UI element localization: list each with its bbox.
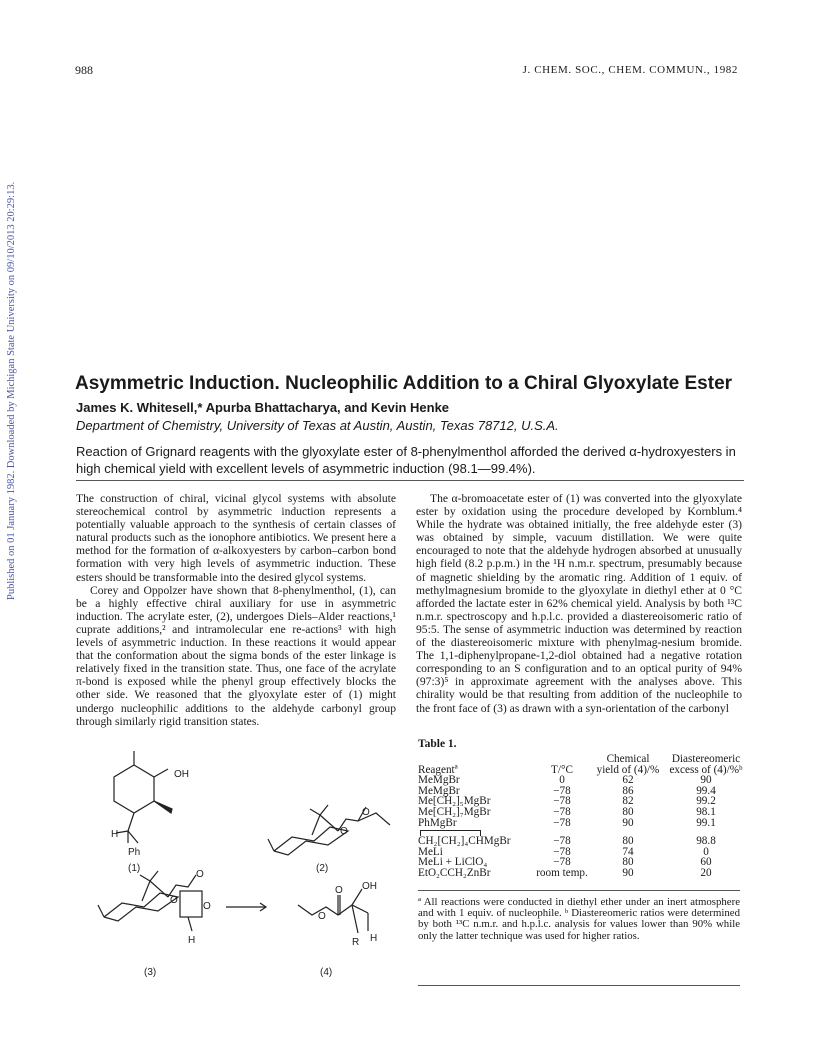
- reagent-cell: MeMgBr: [418, 784, 460, 797]
- table-title: Table 1.: [418, 738, 457, 750]
- atom-label: O: [196, 869, 204, 880]
- header-cell: yield of (4)/%: [596, 763, 660, 776]
- affiliation: Department of Chemistry, University of Texas at Austin, Austin, Texas 78712, U.S.A.: [76, 418, 559, 433]
- paragraph: The construction of chiral, vicinal glycol systems with absolute stereochemical control by asymmetric induction represents a potentially valuable approach to the synthesis of certain classes of natural products such as the ionophore antibiotics. We present here a method for the formation of α-alkoxyesters by carbon–carbon bond formation with very high levels of asymmetric induction. These esters should be transformable into the desired glycol systems.: [76, 492, 396, 584]
- yield-cell: 80: [622, 856, 634, 869]
- abstract-rule: [76, 480, 744, 481]
- temperature-cell: −78: [553, 835, 571, 848]
- structure-1-ring: [114, 765, 154, 813]
- atom-label: O: [318, 911, 326, 922]
- atom-label: OH: [362, 881, 377, 892]
- yield-cell: 80: [622, 835, 634, 848]
- atom-label: Ph: [128, 847, 141, 858]
- yield-cell: 86: [622, 784, 634, 797]
- temperature-cell: −78: [553, 805, 571, 818]
- atom-label: H: [188, 935, 196, 946]
- header-cell: Chemical: [606, 753, 650, 765]
- excess-cell: 99.2: [696, 795, 716, 808]
- paragraph: Corey and Oppolzer have shown that 8-phenylmenthol, (1), can be a highly effective chiral auxiliary for use in asymmetric induction. The acrylate ester, (2), undergoes Diels–Alder reactions,¹ cuprate additions,² and intramolecular ene re-actions³ with high levels of asymmetric induction. In these reactions it would appear that the conformation about the sigma bonds of the ester linkage is relatively fixed in the transition state. Thus, one face of the acrylate π-bond is exposed while the phenyl group effectively blocks the other side. We reasoned that the glyoxylate ester of (1) might undergo nucleophilic additions to the aldehyde carbonyl group through similarly rigid transition states.: [76, 583, 396, 728]
- table-header-row: [418, 765, 744, 776]
- atom-label: O: [203, 901, 211, 912]
- header-cell: T/°C: [551, 763, 573, 776]
- atom-label: R: [352, 937, 360, 948]
- excess-cell: 90: [700, 774, 712, 787]
- excess-cell: 99.1: [696, 816, 716, 829]
- yield-cell: 82: [622, 795, 634, 808]
- yield-cell: 74: [622, 845, 634, 858]
- yield-cell: 90: [622, 816, 634, 829]
- atom-label: O: [362, 807, 370, 818]
- header-cell: Diastereomeric: [671, 753, 741, 765]
- reagent-cell: Me[CH₂]₇MgBr: [418, 805, 491, 818]
- table-row: [418, 818, 744, 829]
- authors: James K. Whitesell,* Apurba Bhattacharya, and Kevin Henke: [76, 400, 450, 415]
- footnote-rule: [418, 985, 740, 986]
- reagent-cell: MeLi + LiClO₄: [418, 856, 488, 869]
- atom-label: H: [111, 829, 119, 840]
- page-number: 988: [75, 63, 93, 77]
- excess-cell: 98.1: [696, 805, 716, 818]
- compound-label: (1): [128, 863, 141, 874]
- chemical-structures-figure: [76, 735, 406, 985]
- temperature-cell: −78: [553, 856, 571, 869]
- running-head: J. CHEM. SOC., CHEM. COMMUN., 1982: [522, 64, 738, 76]
- header-cell: [536, 754, 588, 765]
- temperature-cell: room temp.: [536, 866, 588, 879]
- excess-cell: 99.4: [696, 784, 716, 797]
- atom-label: O: [340, 826, 348, 837]
- excess-cell: 0: [703, 845, 709, 858]
- table-row: [418, 775, 744, 786]
- left-column: [76, 492, 396, 728]
- compound-label: (2): [316, 863, 329, 874]
- article-title: Asymmetric Induction. Nucleophilic Addition to a Chiral Glyoxylate Ester: [75, 373, 733, 394]
- temperature-cell: 0: [559, 774, 565, 787]
- reagent-cell: MeMgBr: [418, 774, 460, 787]
- reagent-cell: PhMgBr: [418, 816, 457, 829]
- paragraph: The α-bromoacetate ester of (1) was converted into the glyoxylate ester by oxidation using the procedure developed by Kornblum.⁴ While the hydrate was obtained initially, the free aldehyde ester (3) was obtained by simple, vacuum distillation. We were quite encouraged to note that the aldehyde hydrogen absorbed at unusually high field (8.2 p.p.m.) in the ¹H n.m.r. spectrum, presumably because of magnetic shielding by the aromatic ring. Addition of 1 equiv. of methylmagnesium bromide to the glyoxylate in diethyl ether at 0 °C afforded the lactate ester in 62% chemical yield. Analysis by both ¹³C n.m.r. spectroscopy and h.p.l.c. provided a diastereoisomeric ratio of 95:5. The sense of asymmetric induction was determined by reaction of the diastereoisomeric mixture with phenylmag-nesium bromide. The 1,1-diphenylpropane-1,2-diol obtained had a negative rotation corresponding to an S configuration and to an optical purity of 94% (97:3)⁵ in approximate agreement with the analyses above. This chirality would be that resulting from addition of the nucleophile to the front face of (3) as drawn with a syn-orientation of the carbonyl: [416, 492, 742, 715]
- table-row: [418, 868, 744, 879]
- atom-label: O: [170, 895, 178, 906]
- header-cell: excess of (4)/%ᵇ: [669, 763, 743, 776]
- temperature-cell: −78: [553, 845, 571, 858]
- temperature-cell: −78: [553, 784, 571, 797]
- table-row: [418, 828, 744, 847]
- table-header-row: [418, 754, 744, 765]
- temperature-cell: −78: [553, 816, 571, 829]
- reagent-cell: EtO₂CCH₂ZnBr: [418, 866, 491, 879]
- reagent-cell: MeLi: [418, 845, 443, 858]
- abstract: Reaction of Grignard reagents with the glyoxylate ester of 8-phenylmenthol afforded the derived α-hydroxyesters in high chemical yield with excellent levels of asymmetric induction (98.1—99.4%).: [76, 444, 736, 476]
- table-row: [418, 807, 744, 818]
- header-cell: [418, 754, 536, 765]
- table-rule: [418, 890, 740, 891]
- reagent-cell: Me[CH₂]₅MgBr: [418, 795, 491, 808]
- yield-cell: 62: [622, 774, 634, 787]
- right-column: [416, 492, 742, 715]
- table-footnote: ª All reactions were conducted in diethyl ether under an inert atmosphere and with 1 equiv. of nucleophile. ᵇ Diastereomeric ratios were determined by both ¹³C n.m.r. and h.p.l.c. analysis for values lower than 90% while only the latter technique was used for higher ratios.: [418, 896, 740, 942]
- yield-cell: 90: [622, 866, 634, 879]
- atom-label: OH: [174, 769, 189, 780]
- temperature-cell: −78: [553, 795, 571, 808]
- atom-label: O: [335, 885, 343, 896]
- compound-label: (3): [144, 967, 157, 978]
- yield-cell: 80: [622, 805, 634, 818]
- excess-cell: 60: [700, 856, 712, 869]
- atom-label: H: [370, 933, 378, 944]
- excess-cell: 20: [700, 866, 712, 879]
- reagent-cell: CH₂[CH₂]₄CHMgBr: [418, 828, 536, 847]
- excess-cell: 98.8: [696, 835, 716, 848]
- results-table: [418, 754, 744, 879]
- header-cell: Reagentª: [418, 763, 458, 776]
- compound-label: (4): [320, 967, 333, 978]
- download-stamp[interactable]: Published on 01 January 1982. Downloaded by Michigan State University on 09/10/2013 20:29:13.: [6, 181, 17, 600]
